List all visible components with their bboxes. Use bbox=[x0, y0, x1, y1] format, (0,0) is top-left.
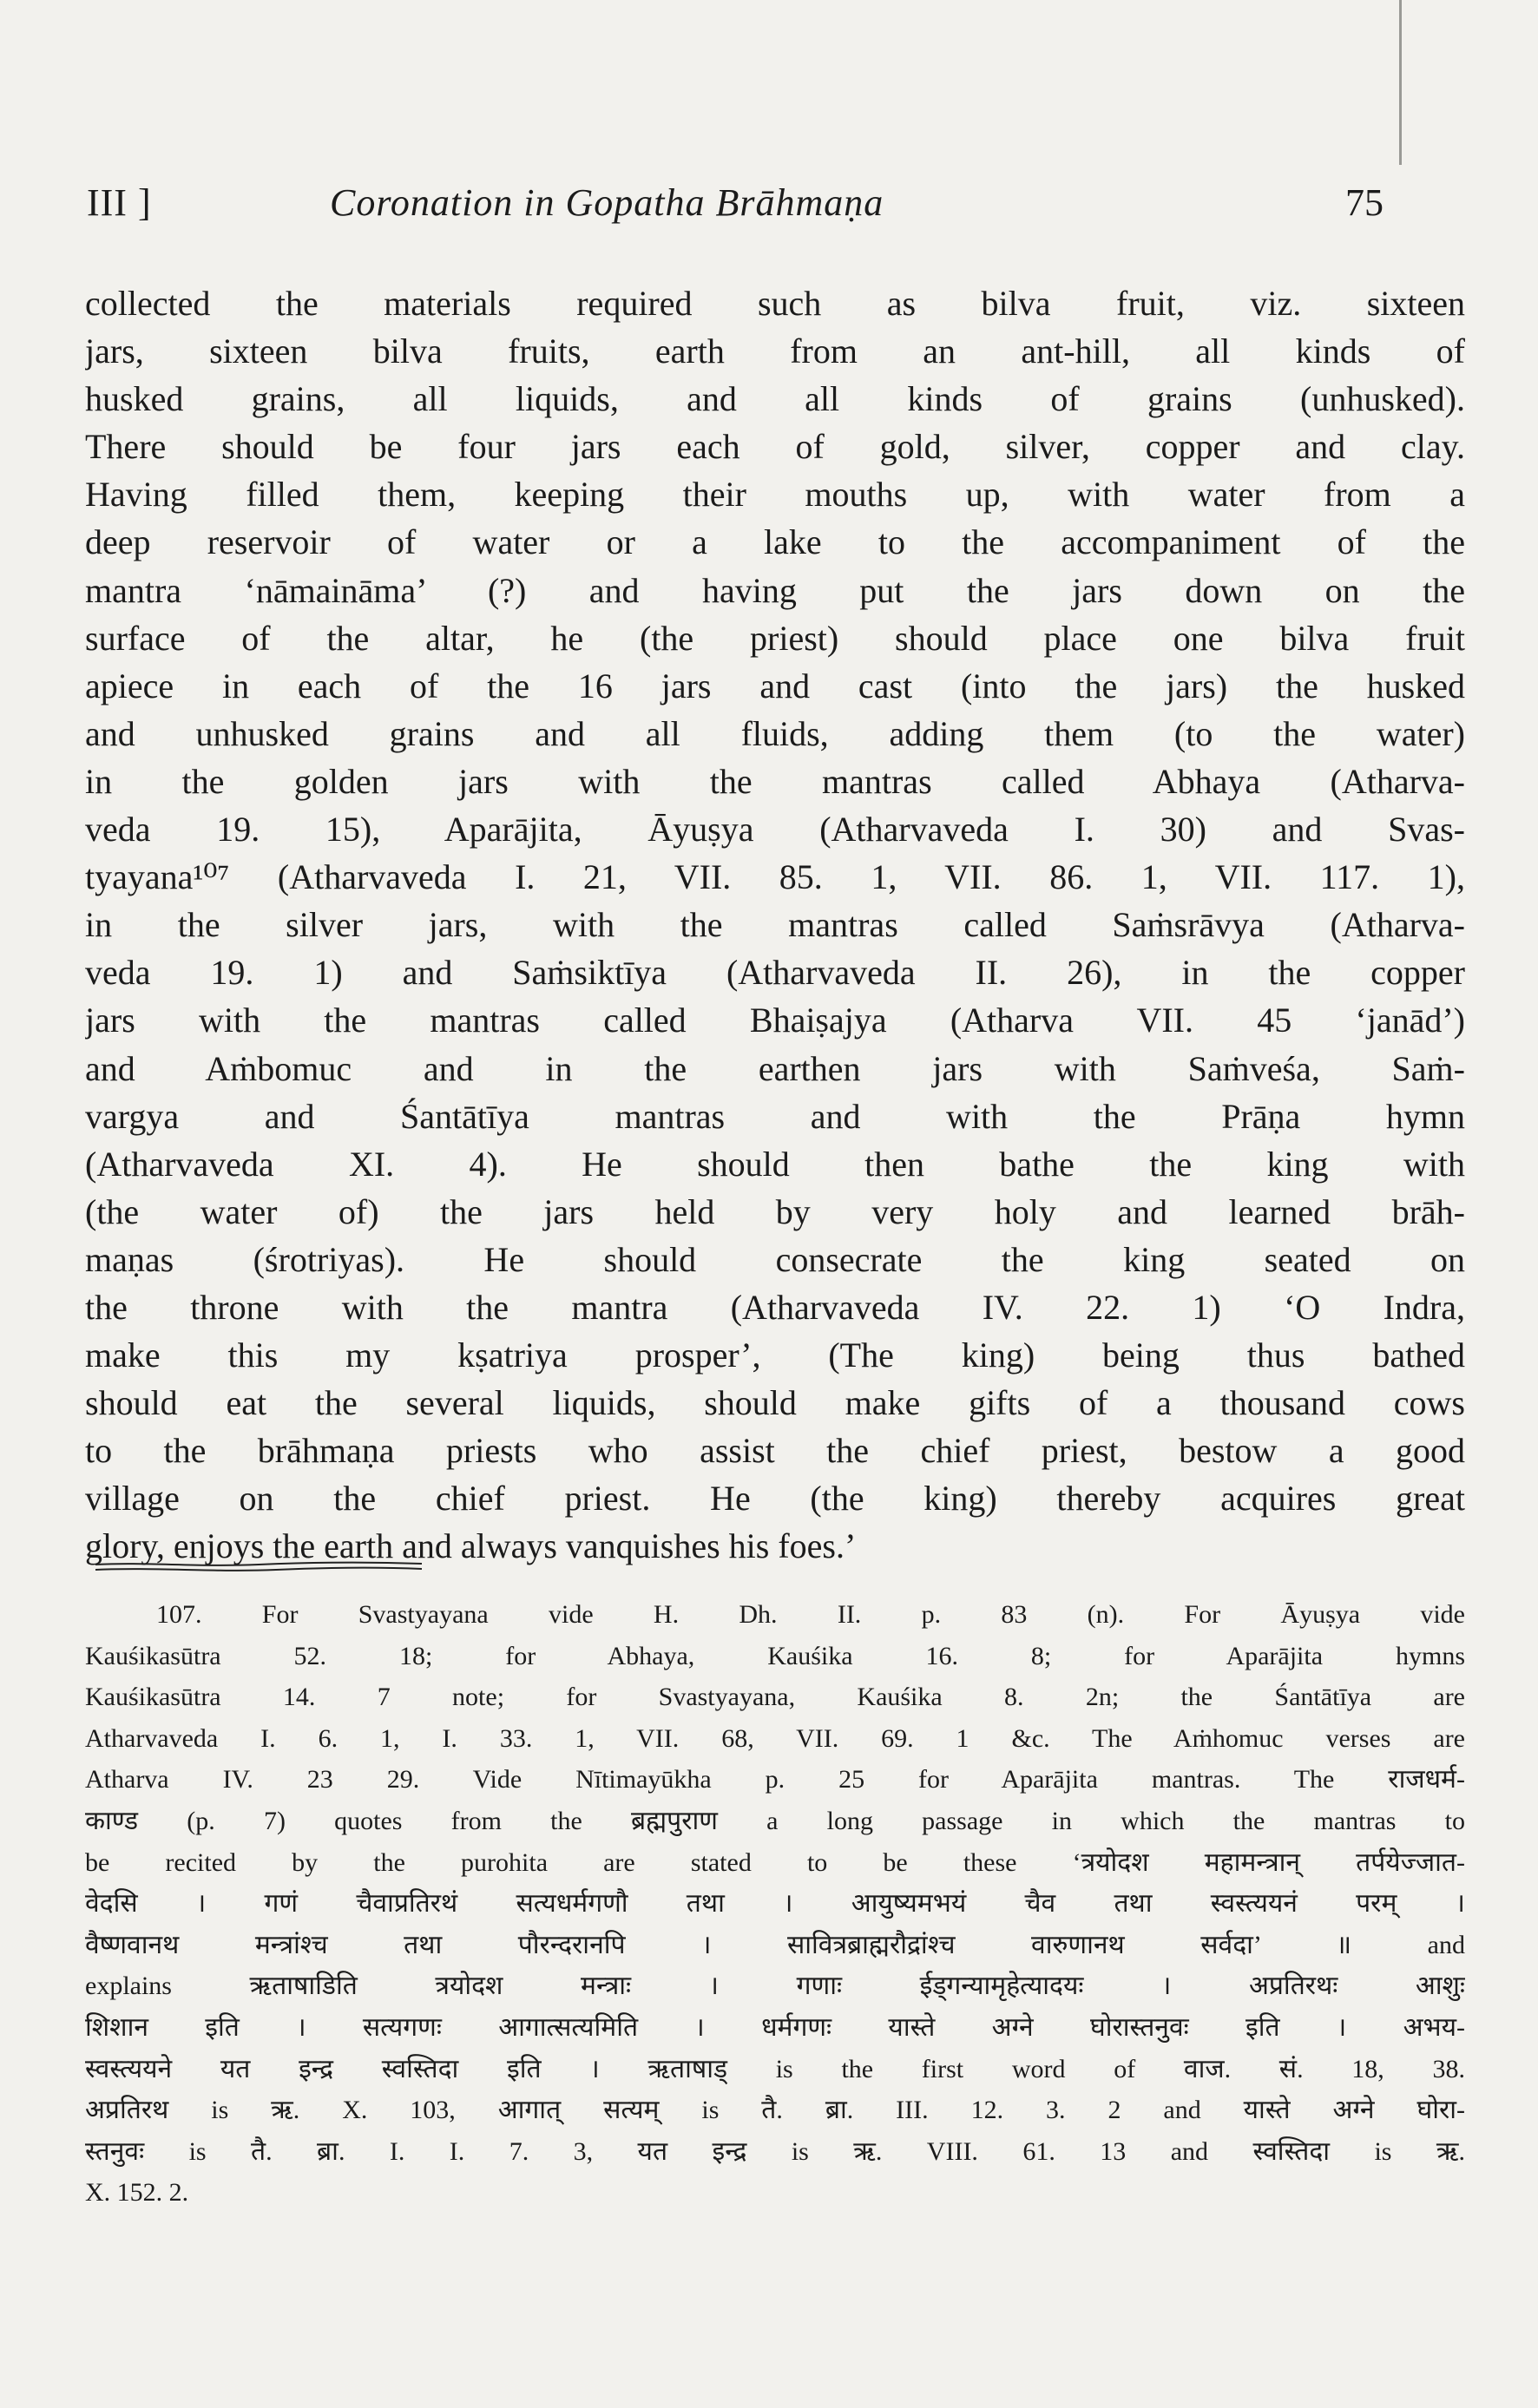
text-line: the throne with the mantra (Atharvaveda IV. 22. 1) ‘O Indra, bbox=[85, 1287, 1465, 1327]
text-line: tyayana¹⁰⁷ (Atharvaveda I. 21, VII. 85. 1, VII. 86. 1, VII. 117. 1), bbox=[85, 857, 1465, 897]
text-line: Having filled them, keeping their mouths up, with water from a bbox=[85, 475, 1465, 515]
text-line: in the golden jars with the mantras called Abhaya (Atharva- bbox=[85, 761, 1465, 801]
text-line: to the brāhmaṇa priests who assist the chief priest, bestow a good bbox=[85, 1431, 1465, 1471]
text-line: and Aṁbomuc and in the earthen jars with Saṁveśa, Saṁ- bbox=[85, 1048, 1465, 1088]
text-line: veda 19. 1) and Saṁsiktīya (Atharvaveda II. 26), in the copper bbox=[85, 953, 1465, 993]
text-line: make this my kṣatriya prosper’, (The king) being thus bathed bbox=[85, 1335, 1465, 1375]
footnote-line: be recited by the purohita are stated to be these ‘त्रयोदश महामन्त्रान् तर्पयेज्जात- bbox=[85, 1847, 1465, 1877]
main-text bbox=[85, 279, 1465, 1571]
text-line: in the silver jars, with the mantras called Saṁsrāvya (Atharva- bbox=[85, 905, 1465, 945]
footnote-line: Kauśikasūtra 14. 7 note; for Svastyayana, Kauśika 8. 2n; the Śantātīya are bbox=[85, 1683, 1465, 1712]
footnote-line: काण्ड (p. 7) quotes from the ब्रह्मपुराण a long passage in which the mantras to bbox=[85, 1806, 1465, 1835]
page-header bbox=[87, 180, 1538, 233]
footnote-line: अप्रतिरथ is ऋ. X. 103, आगात् सत्यम् is तै. ब्रा. III. 12. 3. 2 and यास्ते अग्ने घोरा- bbox=[85, 2096, 1465, 2125]
text-line: There should be four jars each of gold, silver, copper and clay. bbox=[85, 427, 1465, 467]
text-line: veda 19. 15), Aparājita, Āyuṣya (Atharvaveda I. 30) and Svas- bbox=[85, 810, 1465, 850]
scan-margin-line bbox=[1399, 0, 1402, 165]
text-line: mantra ‘nāmaināma’ (?) and having put the jars down on the bbox=[85, 570, 1465, 610]
running-title: Coronation in Gopatha Brāhmaṇa bbox=[330, 181, 884, 224]
text-line: jars with the mantras called Bhaiṣajya (Atharva VII. 45 ‘janād’) bbox=[85, 1001, 1465, 1040]
text-line: vargya and Śantātīya mantras and with the Prāṇa hymn bbox=[85, 1096, 1465, 1136]
text-line: deep reservoir of water or a lake to the accompaniment of the bbox=[85, 522, 1465, 562]
footnote bbox=[85, 1594, 1465, 2214]
footnote-line: X. 152. 2. bbox=[85, 2178, 189, 2208]
footnote-line: स्तनुवः is तै. ब्रा. I. I. 7. 3, यत इन्द्र is ऋ. VIII. 61. 13 and स्वस्तिदा is ऋ. bbox=[85, 2136, 1465, 2166]
text-line: glory, enjoys the earth and always vanquishes his foes.’ bbox=[85, 1526, 857, 1566]
footnote-line: वेदसि । गणं चैवाप्रतिरथं सत्यधर्मगणौ तथा । आयुष्यमभयं चैव तथा स्वस्त्ययनं परम् । bbox=[85, 1889, 1465, 1919]
text-line: (Atharvaveda XI. 4). He should then bathe the king with bbox=[85, 1144, 1465, 1184]
footnote-separator bbox=[94, 1561, 424, 1573]
footnote-line: स्वस्त्ययने यत इन्द्र स्वस्तिदा इति । ऋताषाड् is the first word of वाज. सं. 18, 38. bbox=[85, 2054, 1465, 2083]
text-line: collected the materials required such as bilva fruit, viz. sixteen bbox=[85, 284, 1465, 323]
footnote-line: Atharva IV. 23 29. Vide Nītimayūkha p. 25 for Aparājita mantras. The राजधर्म- bbox=[85, 1765, 1465, 1795]
footnote-line: explains ऋताषाडिति त्रयोदश मन्त्राः । गणाः ईड्गन्यामृहेत्यादयः । अप्रतिरथः आशुः bbox=[85, 1972, 1465, 2001]
chapter-number: III ] bbox=[87, 181, 152, 224]
footnote-line: Kauśikasūtra 52. 18; for Abhaya, Kauśika 16. 8; for Aparājita hymns bbox=[85, 1641, 1465, 1670]
footnote-line: वैष्णवानथ मन्त्रांश्च तथा पौरन्दरानपि । सावित्रब्राह्मरौद्रांश्च वारुणानथ सर्वदा’ ॥ and bbox=[85, 1930, 1465, 1959]
page-number: 75 bbox=[1345, 181, 1384, 224]
footnote-line: 107. For Svastyayana vide H. Dh. II. p. 83 (n). For Āyuṣya vide bbox=[156, 1600, 1465, 1629]
text-line: should eat the several liquids, should make gifts of a thousand cows bbox=[85, 1383, 1465, 1423]
text-line: maṇas (śrotriyas). He should consecrate the king seated on bbox=[85, 1239, 1465, 1279]
footnote-line: शिशान इति । सत्यगणः आगात्सत्यमिति । धर्मगणः यास्ते अग्ने घोरास्तनुवः इति । अभय- bbox=[85, 2012, 1465, 2042]
text-line: village on the chief priest. He (the king) thereby acquires great bbox=[85, 1479, 1465, 1519]
text-line: (the water of) the jars held by very holy and learned brāh- bbox=[85, 1191, 1465, 1231]
footnote-line: Atharvaveda I. 6. 1, I. 33. 1, VII. 68, VII. 69. 1 &c. The Aṁhomuc verses are bbox=[85, 1723, 1465, 1753]
text-line: apiece in each of the 16 jars and cast (into the jars) the husked bbox=[85, 666, 1465, 705]
text-line: and unhusked grains and all fluids, adding them (to the water) bbox=[85, 713, 1465, 753]
text-line: surface of the altar, he (the priest) should place one bilva fruit bbox=[85, 618, 1465, 658]
text-line: jars, sixteen bilva fruits, earth from an ant-hill, all kinds of bbox=[85, 331, 1465, 371]
text-line: husked grains, all liquids, and all kinds of grains (unhusked). bbox=[85, 379, 1465, 419]
